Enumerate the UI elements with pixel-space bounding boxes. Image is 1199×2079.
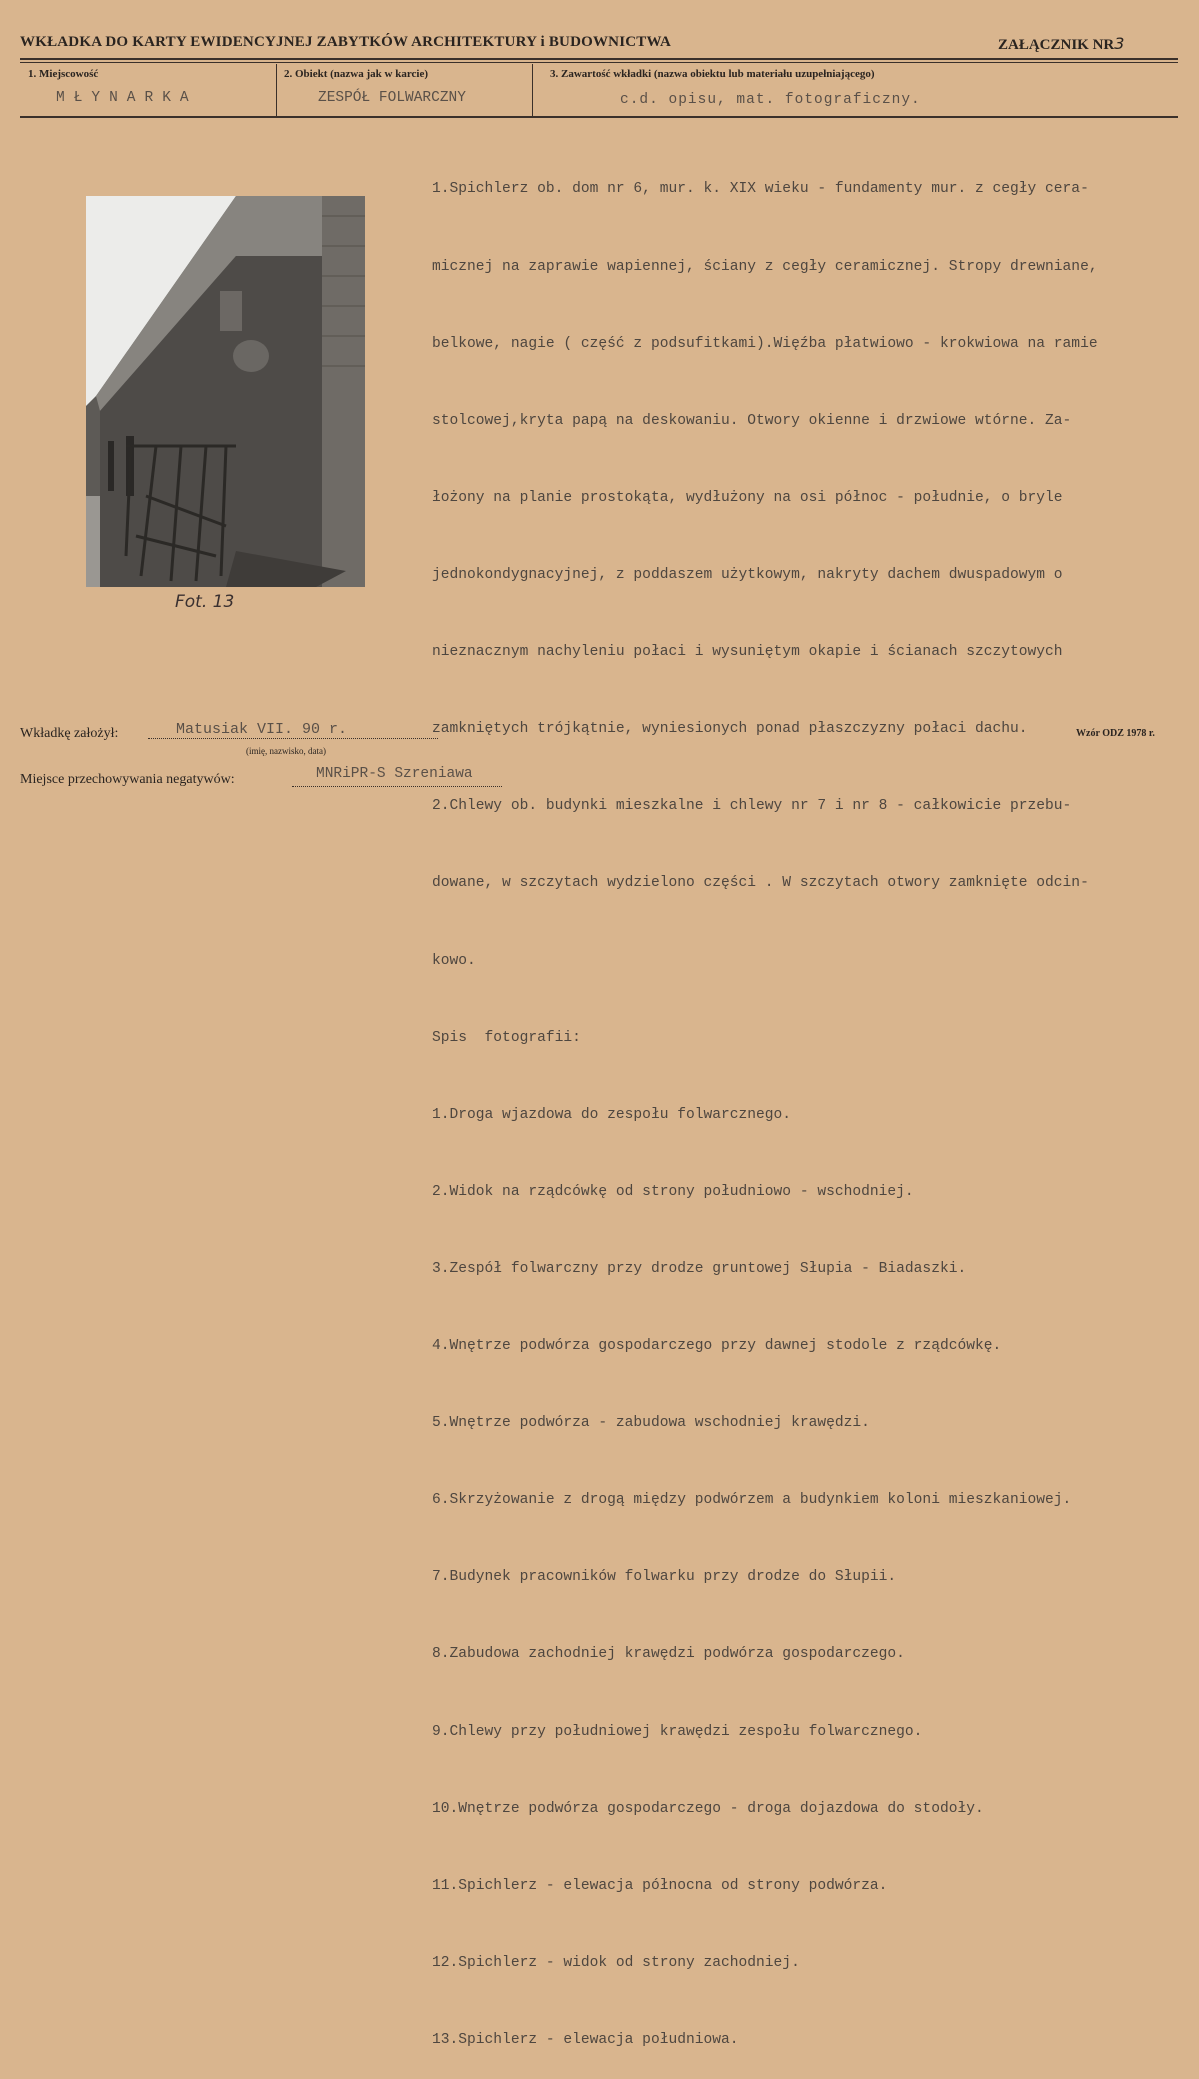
storage-value: MNRiPR-S Szreniawa — [316, 766, 473, 782]
photo-list-item: 3.Zespół folwarczny przy drodze gruntowej Słupia - Biadaszki. — [432, 1260, 967, 1277]
description-line: dowane, w szczytach wydzielono części . W szczytach otwory zamknięte odcin- — [432, 875, 1089, 892]
author-line — [148, 738, 438, 739]
contents-value: c.d. opisu, mat. fotograficzny. — [620, 92, 921, 108]
granary-photo-image — [86, 196, 365, 587]
field-divider-1 — [276, 64, 277, 116]
form-title: WKŁADKA DO KARTY EWIDENCYJNEJ ZABYTKÓW ARCHITEKTURY i BUDOWNICTWA — [20, 34, 672, 50]
description-line: 2.Chlewy ob. budynki mieszkalne i chlewy nr 7 i nr 8 - całkowicie przebu- — [432, 798, 1072, 815]
locality-value: MŁYNARKA — [56, 90, 198, 106]
description-line: micznej na zaprawie wapiennej, ściany z cegły ceramicznej. Stropy drewniane, — [432, 258, 1098, 275]
object-value: ZESPÓŁ FOLWARCZNY — [318, 90, 466, 106]
header-rule-top-2 — [20, 62, 1178, 63]
building-photo — [86, 196, 365, 587]
photo-list-item: 8.Zabudowa zachodniej krawędzi podwórza gospodarczego. — [432, 1646, 905, 1663]
description-line: stolcowej,kryta papą na deskowaniu. Otwory okienne i drzwiowe wtórne. Za- — [432, 412, 1072, 429]
author-hint: (imię, nazwisko, data) — [246, 746, 326, 756]
field-divider-2 — [532, 64, 533, 116]
description-line: belkowe, nagie ( część z podsufitkami).Więźba płatwiowo - krokwiowa na ramie — [432, 335, 1098, 352]
storage-label: Miejsce przechowywania negatywów: — [20, 772, 235, 787]
contents-label: 3. Zawartość wkładki (nazwa obiektu lub materiału uzupełniającego) — [550, 68, 875, 80]
description-line: nieznacznym nachyleniu połaci i wysuniętym okapie i ścianach szczytowych — [432, 644, 1063, 661]
annex-label-text: ZAŁĄCZNIK NR — [998, 37, 1115, 53]
description-line: 1.Spichlerz ob. dom nr 6, mur. k. XIX wieku - fundamenty mur. z cegły cera- — [432, 181, 1089, 198]
photo-list-item: 2.Widok na rządcówkę od strony południowo - wschodniej. — [432, 1183, 914, 1200]
author-value: Matusiak VII. 90 r. — [176, 721, 348, 738]
photo-list-item: 11.Spichlerz - elewacja północna od strony podwórza. — [432, 1877, 888, 1894]
locality-label: 1. Miejscowość — [28, 68, 99, 80]
header-rule-bottom — [20, 116, 1178, 118]
photo-list-item: 5.Wnętrze podwórza - zabudowa wschodniej krawędzi. — [432, 1415, 870, 1432]
photo-list-item: 12.Spichlerz - widok od strony zachodniej. — [432, 1954, 800, 1971]
author-label: Wkładkę założył: — [20, 726, 119, 741]
photo-list-item: 6.Skrzyżowanie z drogą między podwórzem a budynkiem koloni mieszkaniowej. — [432, 1492, 1072, 1509]
header-rule-top — [20, 58, 1178, 60]
annex-label — [998, 34, 1124, 54]
photo-list-item: 7.Budynek pracowników folwarku przy drodze do Słupii. — [432, 1569, 897, 1586]
photo-list-item: 10.Wnętrze podwórza gospodarczego - droga dojazdowa do stodoły. — [432, 1800, 984, 1817]
description-line: zamkniętych trójkątnie, wyniesionych ponad płaszczyzny połaci dachu. — [432, 721, 1028, 738]
photo-list-item: 9.Chlewy przy południowej krawędzi zespołu folwarcznego. — [432, 1723, 923, 1740]
description-line: kowo. — [432, 952, 476, 969]
photo-list-item: 1.Droga wjazdowa do zespołu folwarcznego. — [432, 1106, 792, 1123]
form-code: Wzór ODZ 1978 r. — [1076, 728, 1155, 739]
annex-number: 3 — [1114, 34, 1125, 53]
photo-caption: Fot. 13 — [175, 592, 235, 612]
description-block — [432, 126, 1197, 2079]
photo-list-item: 13.Spichlerz - elewacja południowa. — [432, 2032, 739, 2049]
storage-line — [292, 786, 502, 787]
description-line: jednokondygnacyjnej, z poddaszem użytkowym, nakryty dachem dwuspadowym o — [432, 566, 1063, 583]
object-label: 2. Obiekt (nazwa jak w karcie) — [284, 68, 429, 80]
photo-list-item: 4.Wnętrze podwórza gospodarczego przy dawnej stodole z rządcówkę. — [432, 1338, 1002, 1355]
description-line: łożony na planie prostokąta, wydłużony na osi północ - południe, o bryle — [432, 489, 1063, 506]
photo-list-heading: Spis fotografii: — [432, 1029, 581, 1046]
